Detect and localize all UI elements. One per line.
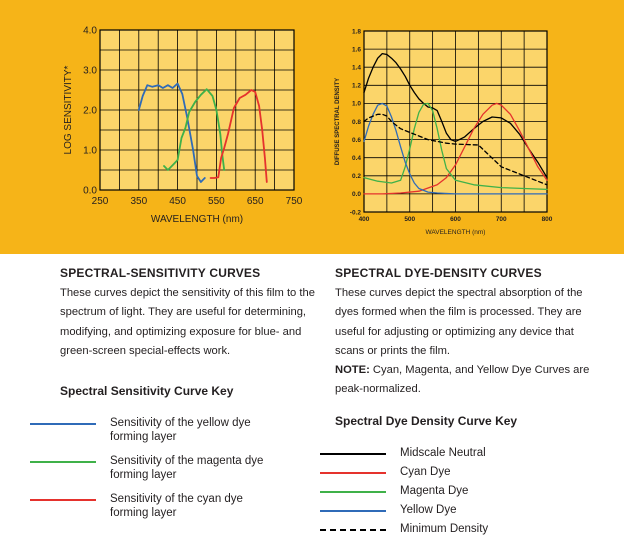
dye-density-y-tick-label: 0.6: [351, 136, 361, 144]
key-label: [110, 492, 290, 520]
key-label-line: Sensitivity of the yellow dye: [110, 417, 251, 429]
sensitivity-x-tick-label: 550: [208, 196, 225, 207]
note-text: Cyan, Magenta, and Yellow Dye Curves are: [369, 364, 590, 377]
sensitivity-description-line: spectrum of light. They are useful for determining,: [60, 306, 307, 319]
dye-density-y-tick-label: 1.2: [351, 82, 361, 90]
dye-density-heading: SPECTRAL DYE-DENSITY CURVES: [335, 266, 542, 280]
key-item-magenta-layer: [30, 454, 290, 482]
sensitivity-description-line: modifying, and optimizing exposure for blue- and: [60, 325, 302, 338]
legend-line-green: [30, 461, 96, 463]
key-item-cyan-layer: [30, 492, 290, 520]
key-item-yellow-dye: [320, 503, 580, 517]
dye-density-x-tick-label: 400: [358, 216, 370, 223]
dye-density-y-tick-label: 0.2: [351, 173, 361, 181]
key-item-yellow-layer: [30, 416, 290, 444]
dye-density-description: [335, 284, 605, 400]
sensitivity-x-tick-label: 350: [130, 196, 148, 207]
dye-density-x-tick-label: 600: [450, 216, 461, 223]
key-label-line: Sensitivity of the magenta dye: [110, 455, 264, 467]
dye-density-description-line: scans or prints the film.: [335, 344, 451, 357]
key-label-line: forming layer: [110, 431, 177, 443]
sensitivity-heading: SPECTRAL-SENSITIVITY CURVES: [60, 266, 261, 280]
key-item-magenta-dye: [320, 484, 580, 498]
dye-density-description-line: useful for adjusting or optimizing any device that: [335, 325, 574, 338]
sensitivity-description: [60, 284, 320, 361]
note-label: NOTE:: [335, 364, 370, 377]
legend-line-dashed: [320, 529, 386, 531]
key-item-cyan-dye: [320, 465, 580, 479]
legend-line-blue: [320, 510, 386, 512]
key-item-minimum-density: [320, 522, 580, 536]
legend-line-black: [320, 453, 386, 455]
dye-density-y-tick-label: 0.8: [351, 118, 361, 126]
sensitivity-y-tick-label: 1.0: [83, 145, 97, 157]
sensitivity-y-tick-label: 3.0: [83, 65, 97, 77]
legend-line-blue: [30, 423, 96, 425]
sensitivity-y-tick-label: 0.0: [83, 185, 97, 197]
spectral-sensitivity-chart: [0, 0, 312, 254]
dye-density-y-axis-label: DIFFUSE SPECTRAL DENSITY: [335, 77, 341, 166]
dye-density-y-tick-label: 0.4: [351, 154, 361, 162]
key-label: Yellow Dye: [400, 504, 457, 516]
dye-density-y-tick-label: 1.6: [351, 46, 361, 54]
dye-density-y-tick-label: -0.2: [349, 209, 361, 217]
key-label: Midscale Neutral: [400, 447, 486, 459]
dye-density-y-tick-label: 1.8: [351, 28, 361, 36]
sensitivity-x-axis-label: WAVELENGTH (nm): [150, 214, 244, 225]
dye-density-note: [335, 361, 605, 380]
sensitivity-y-tick-label: 4.0: [83, 25, 97, 37]
dye-density-x-axis-label: WAVELENGTH (nm): [425, 229, 486, 236]
sensitivity-y-tick-label: 2.0: [83, 105, 97, 117]
sensitivity-x-tick-label: 250: [91, 196, 109, 207]
sensitivity-y-axis-label: LOG SENSITIVITY*: [63, 65, 74, 155]
dye-density-x-tick-label: 700: [495, 216, 507, 223]
chart-band: [0, 0, 624, 254]
sensitivity-x-tick-label: 450: [169, 196, 186, 207]
legend-line-green: [320, 491, 386, 493]
dye-density-x-tick-label: 500: [404, 216, 416, 223]
sensitivity-description-line: green-screen special-effects work.: [60, 344, 231, 357]
dye-density-x-tick-label: 800: [541, 216, 553, 223]
sensitivity-key-heading: Spectral Sensitivity Curve Key: [60, 384, 234, 398]
sensitivity-x-tick-label: 750: [285, 196, 303, 207]
key-label-line: forming layer: [110, 469, 177, 481]
dye-density-note-line: peak-normalized.: [335, 383, 421, 396]
dye-density-y-tick-label: 1.4: [351, 64, 361, 72]
key-label-line: Sensitivity of the cyan dye: [110, 493, 243, 505]
key-label: Minimum Density: [400, 523, 489, 535]
dye-density-y-tick-label: 1.0: [351, 100, 361, 108]
spectral-dye-density-chart: [312, 0, 624, 254]
key-label: Cyan Dye: [400, 466, 451, 478]
dye-density-y-tick-label: 0.0: [351, 191, 361, 199]
dye-density-description-line: These curves depict the spectral absorption of the: [335, 287, 583, 299]
dye-density-key-heading: Spectral Dye Density Curve Key: [335, 414, 518, 428]
key-label: [110, 454, 290, 482]
dye-density-description-line: dyes formed when the film is processed. They are: [335, 306, 582, 319]
legend-line-red: [30, 499, 96, 501]
sensitivity-x-tick-label: 650: [246, 196, 264, 207]
legend-line-red: [320, 472, 386, 474]
key-item-midscale-neutral: [320, 446, 580, 460]
key-label: [110, 416, 290, 444]
key-label: Magenta Dye: [400, 485, 469, 497]
key-label-line: forming layer: [110, 507, 177, 519]
sensitivity-description-line: These curves depict the sensitivity of this film to the: [60, 287, 315, 299]
